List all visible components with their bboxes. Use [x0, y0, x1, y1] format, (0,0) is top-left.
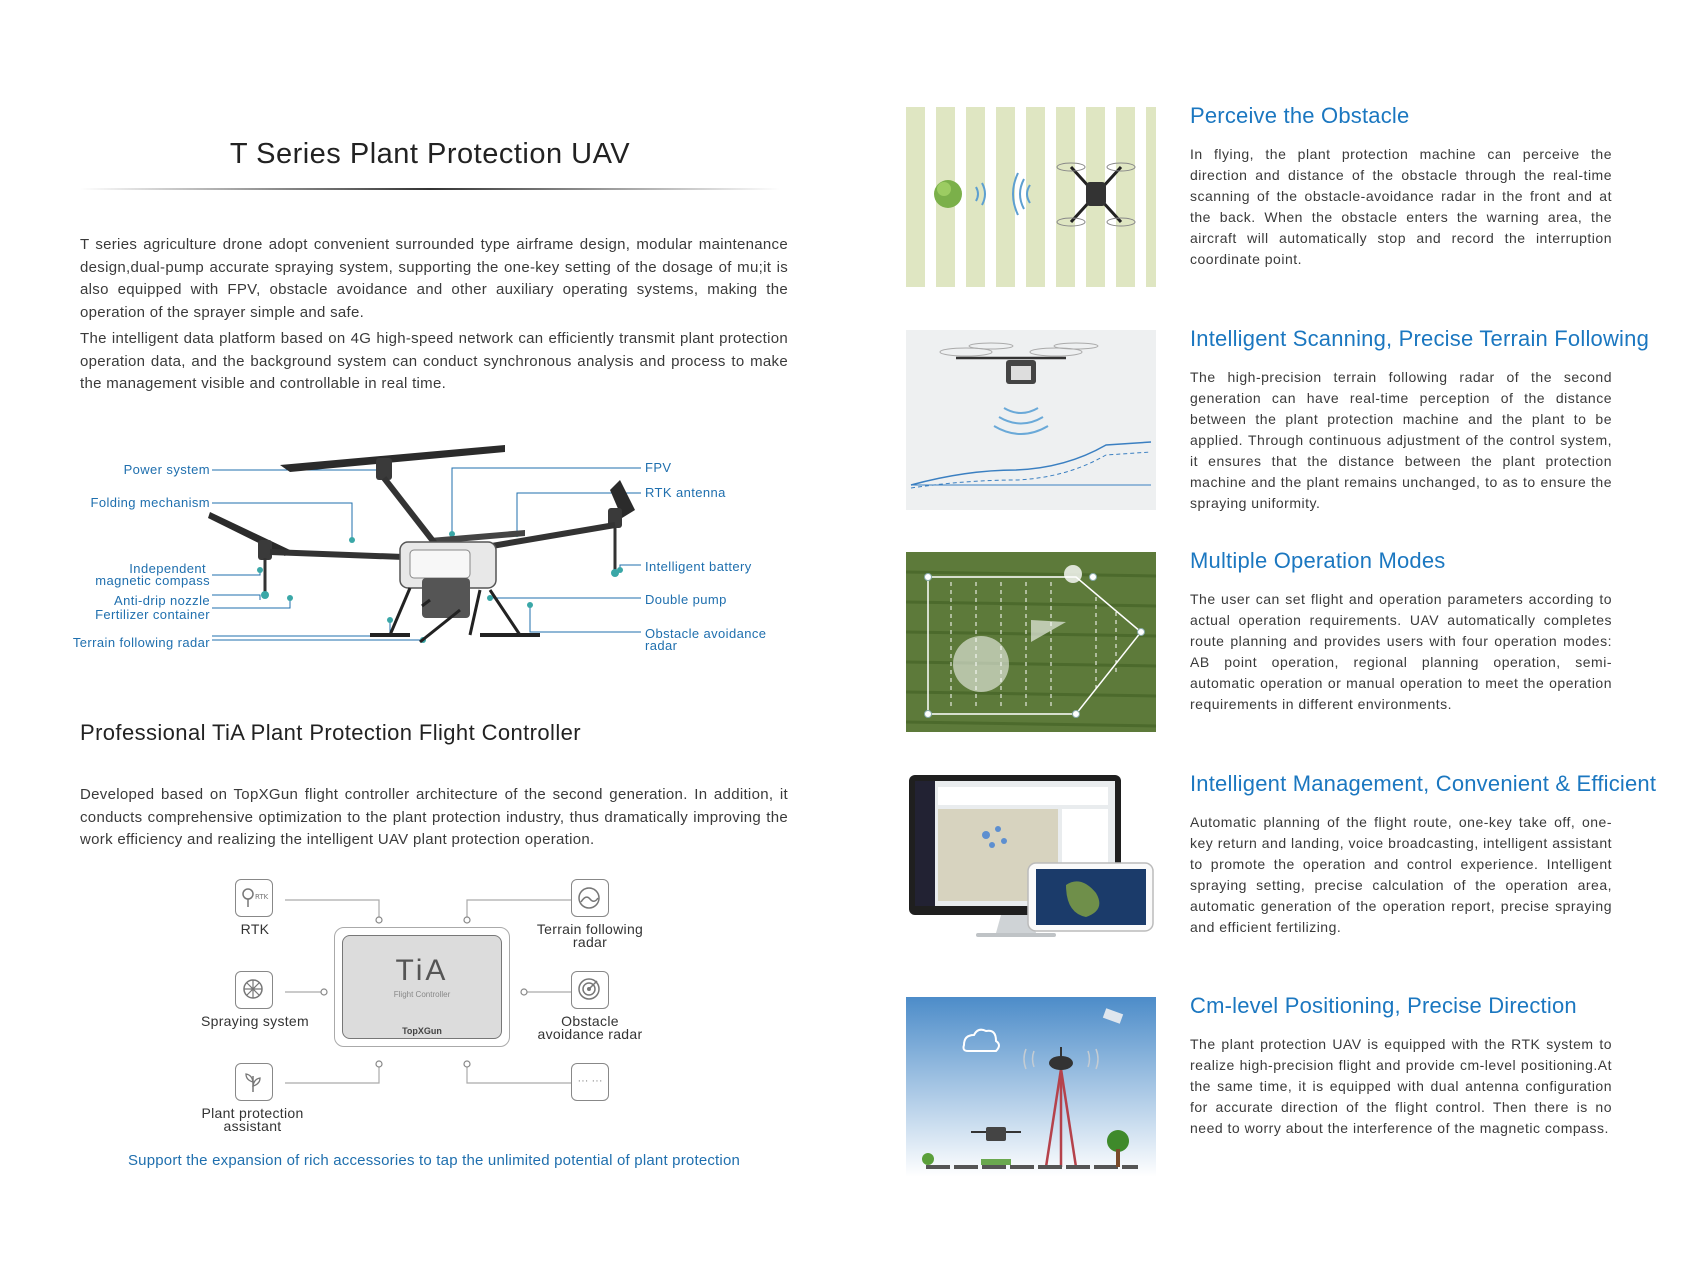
plant-assistant-label-2: assistant — [223, 1118, 282, 1134]
brand-logo: TopXGun — [402, 1026, 442, 1036]
terrain-radar-label-1: Terrain following — [536, 921, 644, 937]
operation-modes-illustration — [906, 552, 1156, 732]
page-title: T Series Plant Protection UAV — [229, 138, 631, 170]
support-tagline: Support the expansion of rich accessories to tap the unlimited potential of plant protection — [127, 1152, 741, 1169]
label-magnetic-compass: magnetic compass — [95, 573, 210, 588]
spraying-system-icon — [235, 971, 273, 1009]
feature-body-terrain: The high-precision terrain following radar of the second generation can have real-time perception of the distance between the plant protection machine and the plant to be applied. Through continuous adjustment of the control system, it ensures that the distance between the plant protection machine and the plant remains unchanged, to as to ensure the spraying uniformity. — [1190, 369, 1612, 511]
intro-paragraph-1: T series agriculture drone adopt convenient surrounded type airframe design, modular maintenance design,dual-pump accurate spraying system, supporting the one-key setting of the dosage of mu;it is also equipped with FPV, obstacle avoidance and other auxiliary operating systems, making the operation of the sprayer simple and safe. — [80, 236, 788, 321]
spraying-system-label: Spraying system — [201, 1013, 309, 1029]
feature-title-positioning: Cm-level Positioning, Precise Direction — [1190, 993, 1577, 1018]
plant-assistant-label-1: Plant protection — [201, 1105, 304, 1121]
obstacle-radar-label-2: avoidance radar — [537, 1026, 643, 1042]
feature-body-modes: The user can set flight and operation parameters according to actual operation requirements. UAV automatically completes route planning and provides users with four operation modes: AB point operation, regional planning operation, semi-automatic operation or manual operation to meet the operation requirements in different environments. — [1190, 591, 1612, 712]
label-folding-mechanism: Folding mechanism — [90, 495, 210, 510]
more-accessories-icon — [571, 1063, 609, 1101]
label-obstacle-radar: radar — [645, 638, 678, 653]
label-power-system: Power system — [123, 462, 210, 477]
terrain-radar-icon — [571, 879, 609, 917]
feature-title-modes: Multiple Operation Modes — [1190, 548, 1446, 573]
label-intelligent-battery: Intelligent battery — [645, 559, 752, 574]
obstacle-illustration — [906, 107, 1156, 287]
svg-text:RTK: RTK — [255, 893, 269, 901]
more-accessories-text: ··· ··· — [577, 1075, 603, 1087]
tia-subtitle: Flight Controller — [393, 990, 451, 999]
label-double-pump: Double pump — [645, 592, 727, 607]
intro-paragraph-2: The intelligent data platform based on 4G high-speed network can efficiently transmit plant protection operation data, and the background system can conduct synchronous analysis and process to make the management visible and controllable in real time. — [80, 330, 788, 392]
obstacle-radar-icon — [571, 971, 609, 1009]
controller-title: Professional TiA Plant Protection Flight Controller — [80, 720, 581, 745]
controller-body: Developed based on TopXGun flight controller architecture of the second generation. In addition, it conducts comprehensive optimization to the plant protection industry, thus dramatically improving the work efficiency and realizing the intelligent UAV plant protection operation. — [80, 786, 788, 848]
label-obstacle-avoidance: Obstacle avoidance — [645, 626, 767, 641]
tia-logo-text: TiA — [395, 954, 449, 987]
feature-title-obstacle: Perceive the Obstacle — [1190, 103, 1410, 128]
feature-body-positioning: The plant protection UAV is equipped with the RTK system to realize high-precision flight and provide cm-level positioning.At the same time, it is equipped with dual antenna configuration for accurate direction of the flight control. Then there is no need to worry about the interference of the magnetic compass. — [1190, 1036, 1612, 1136]
label-anti-drip-nozzle: Anti-drip nozzle — [114, 593, 210, 608]
feature-title-terrain: Intelligent Scanning, Precise Terrain Following — [1190, 326, 1650, 351]
label-rtk-antenna: RTK antenna — [645, 485, 726, 500]
obstacle-radar-label-1: Obstacle — [561, 1013, 619, 1029]
label-independent: Independent — [129, 561, 206, 576]
terrain-radar-label-2: radar — [572, 934, 608, 950]
plant-assistant-icon — [235, 1063, 273, 1101]
feature-body-obstacle: In flying, the plant protection machine can perceive the direction and distance of the obstacle through the real-time scanning of the obstacle-avoidance radar in the front and at the back. When the obstacle enters the warning area, the aircraft will automatically stop and record the interruption coordinate point. — [1190, 146, 1612, 267]
rtk-label: RTK — [240, 921, 270, 937]
management-software-illustration — [906, 775, 1156, 955]
terrain-following-illustration — [906, 330, 1156, 510]
feature-body-management: Automatic planning of the flight route, one-key take off, one-key return and landing, voice broadcasting, intelligent assistant to promote the operation and control experience. Intelligent spraying setting, precise calculation of the operation area, automatic generation of the operation report, precise spraying and efficient fertilizing. — [1190, 814, 1612, 935]
rtk-positioning-illustration — [906, 997, 1156, 1177]
label-fpv: FPV — [645, 460, 672, 475]
label-terrain-radar: Terrain following radar — [72, 635, 210, 650]
rtk-icon — [235, 879, 273, 917]
feature-title-management: Intelligent Management, Convenient & Efficient — [1190, 771, 1657, 796]
label-fertilizer-container: Fertilizer container — [95, 607, 210, 622]
